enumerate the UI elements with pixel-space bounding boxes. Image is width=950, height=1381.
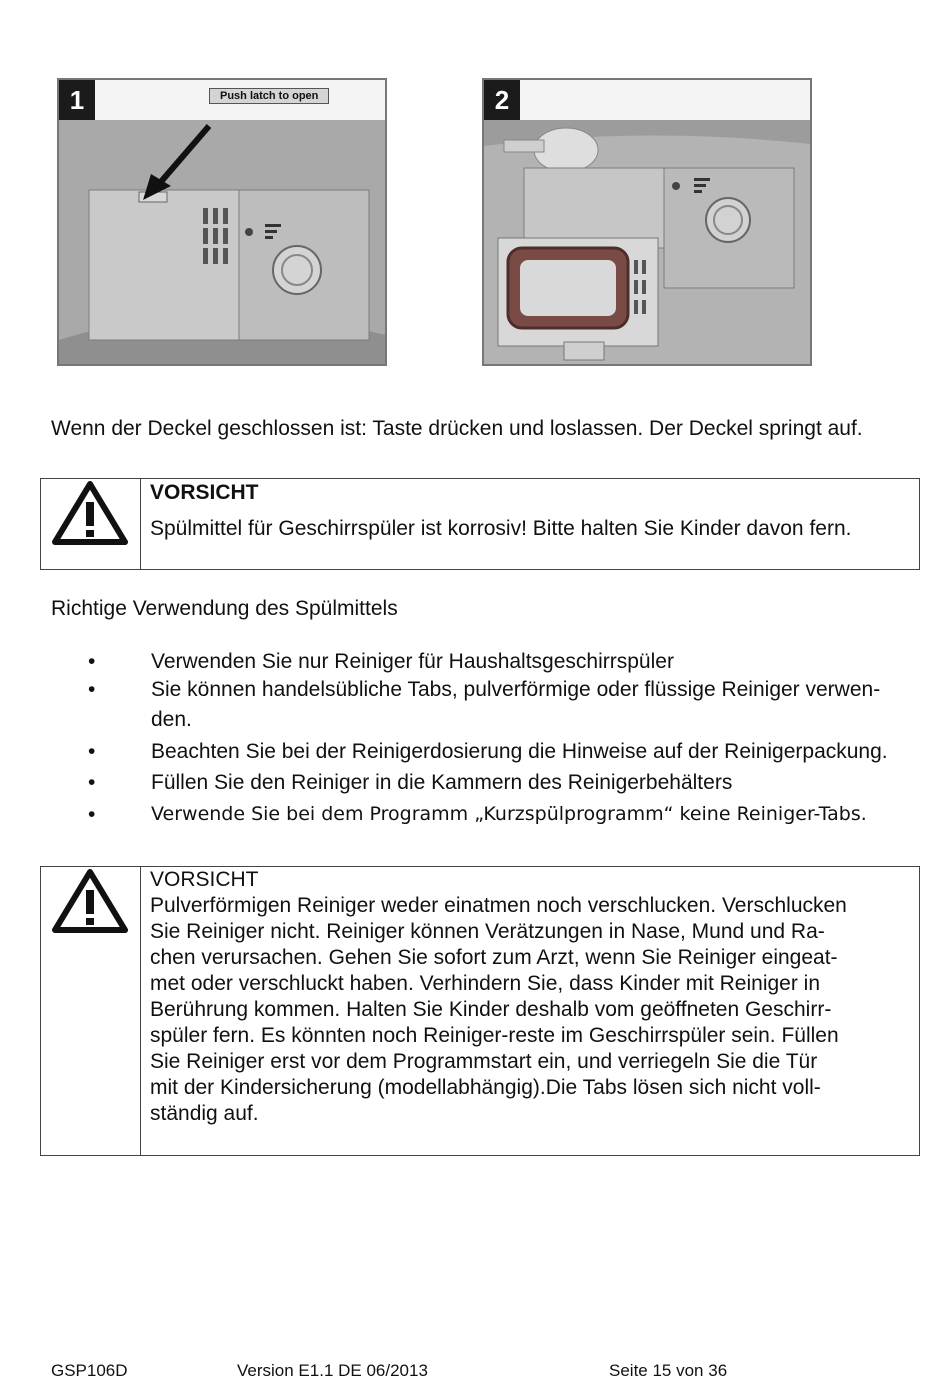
warning-1-text: Spülmittel für Geschirrspüler ist korrosiv! Bitte halten Sie Kinder davon fern. (150, 517, 852, 540)
warning-triangle-icon (52, 480, 128, 546)
dispenser-closed-illustration (59, 120, 385, 364)
figure-2-number: 2 (484, 80, 520, 120)
warning-2-line: Pulverförmigen Reiniger weder einatmen noch verschlucken. Verschlucken (150, 894, 847, 917)
intro-paragraph: Wenn der Deckel geschlossen ist: Taste drücken und loslassen. Der Deckel springt auf. (51, 417, 863, 440)
warning-2-line: Berührung kommen. Halten Sie Kinder deshalb vom geöffneten Geschirr- (150, 998, 832, 1021)
warning-box-2-divider (140, 867, 141, 1155)
warning-2-line: ständig auf. (150, 1102, 259, 1125)
footer-model: GSP106D (51, 1361, 128, 1380)
bullet-icon: • (88, 650, 96, 673)
warning-2-line: met oder verschluckt haben. Verhindern Sie, dass Kinder mit Reiniger in (150, 972, 821, 995)
warning-triangle-icon (52, 868, 128, 934)
figure-1-label: Push latch to open (209, 88, 329, 104)
bullet-icon: • (88, 740, 96, 763)
warning-2-line: Sie Reiniger nicht. Reiniger können Verätzungen in Nase, Mund und Ra- (150, 920, 825, 943)
warning-2-line: mit der Kindersicherung (modellabhängig).Die Tabs lösen sich nicht voll- (150, 1076, 821, 1099)
warning-2-line: Sie Reiniger erst vor dem Programmstart ein, und verriegeln Sie die Tür (150, 1050, 818, 1073)
figure-2-photo (482, 78, 812, 366)
figure-1-number: 1 (59, 80, 95, 120)
bullet-icon: • (88, 678, 96, 701)
footer-page-number: Seite 15 von 36 (609, 1361, 728, 1380)
section-title: Richtige Verwendung des Spülmittels (51, 597, 398, 620)
dispenser-open-illustration (484, 120, 810, 364)
warning-2-body (150, 867, 847, 1127)
warning-2-title: VORSICHT (150, 868, 259, 891)
warning-2-line: spüler fern. Es könnten noch Reiniger-reste im Geschirrspüler sein. Füllen (150, 1024, 839, 1047)
warning-2-line: chen verursachen. Gehen Sie sofort zum Arzt, wenn Sie Reiniger eingeat- (150, 946, 838, 969)
figure-2-header (484, 80, 810, 121)
bullet-icon: • (88, 771, 96, 794)
footer-version: Version E1.1 DE 06/2013 (237, 1361, 428, 1380)
warning-box-1-divider (140, 479, 141, 569)
figure-1-photo (57, 78, 387, 366)
bullet-icon: • (88, 803, 96, 826)
warning-1-title: VORSICHT (150, 481, 259, 504)
